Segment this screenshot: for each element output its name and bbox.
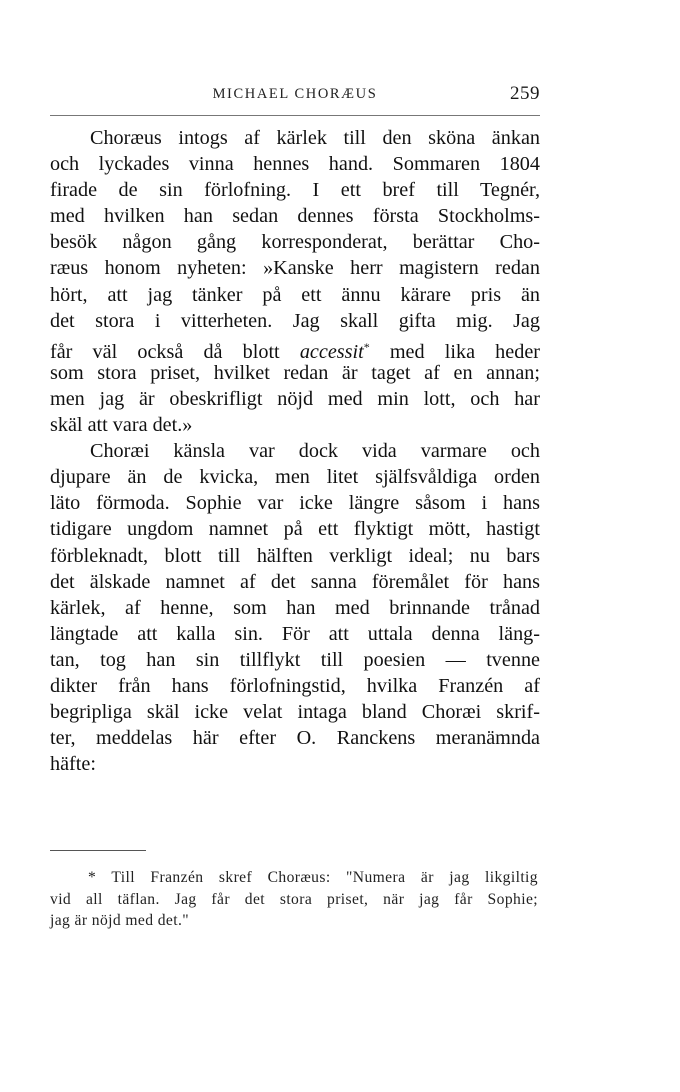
text-line: och lyckades vinna hennes hand. Sommaren 1804 bbox=[50, 153, 540, 176]
body-text bbox=[50, 125, 540, 777]
text-line: besök någon gång korresponderat, berättar Cho- bbox=[50, 231, 540, 254]
footnote-line: * Till Franzén skref Choræus: "Numera är jag likgiltig bbox=[88, 869, 538, 886]
text-line: firade de sin förlofning. I ett bref till Tegnér, bbox=[50, 179, 540, 202]
text-segment: med lika heder bbox=[389, 340, 540, 363]
text-line: djupare än de kvicka, men litet själfsvåldiga orden bbox=[50, 466, 540, 489]
text-line: men jag är obeskrifligt nöjd med min lott, och har bbox=[50, 387, 540, 410]
text-segment: får väl också då blott bbox=[50, 340, 280, 363]
text-line: begripliga skäl icke velat intaga bland Choræi skrif- bbox=[50, 701, 540, 724]
italic-word: accessit bbox=[299, 340, 364, 363]
text-line: hört, att jag tänker på ett ännu kärare pris än bbox=[50, 283, 540, 306]
text-line: ter, meddelas här efter O. Ranckens meranämnda bbox=[50, 727, 540, 750]
text-line: med hvilken han sedan dennes första Stockholms- bbox=[50, 205, 540, 228]
footnote-line: jag är nöjd med det." bbox=[50, 912, 190, 929]
text-line: läto förmoda. Sophie var icke längre såsom i hans bbox=[50, 492, 540, 515]
text-line: dikter från hans förlofningstid, hvilka Franzén af bbox=[50, 674, 540, 697]
text-line: kärlek, af henne, som han med brinnande trånad bbox=[50, 596, 540, 619]
running-title: MICHAEL CHORÆUS bbox=[212, 86, 378, 102]
header-rule bbox=[50, 115, 540, 116]
page-number: 259 bbox=[510, 83, 540, 104]
text-line-with-footnote bbox=[50, 334, 540, 363]
running-head bbox=[50, 84, 540, 108]
footnote-rule bbox=[50, 850, 146, 851]
text-line: längtade att kalla sin. För att uttala denna läng- bbox=[50, 622, 540, 645]
text-line: skäl att vara det.» bbox=[50, 414, 193, 437]
footnote-marker[interactable]: * bbox=[363, 339, 370, 354]
text-line: förbleknadt, blott till hälften verkligt ideal; nu bars bbox=[50, 544, 540, 567]
text-line: det stora i vitterheten. Jag skall gifta mig. Jag bbox=[50, 309, 540, 332]
text-line: det älskade namnet af det sanna föremålet för hans bbox=[50, 570, 540, 593]
text-line: tidigare ungdom namnet på ett flyktigt mött, hastigt bbox=[50, 518, 540, 541]
text-line: ræus honom nyheten: »Kanske herr magistern redan bbox=[50, 257, 540, 280]
footnote-line: vid all täflan. Jag får det stora priset, när jag får Sophie; bbox=[50, 890, 538, 908]
text-line: som stora priset, hvilket redan är taget af en annan; bbox=[50, 361, 540, 384]
text-line: Choræus intogs af kärlek till den sköna änkan bbox=[90, 127, 540, 149]
footnote bbox=[50, 867, 538, 932]
text-line: Choræi känsla var dock vida varmare och bbox=[90, 440, 540, 463]
text-line: tan, tog han sin tillflykt till poesien — tvenne bbox=[50, 648, 540, 671]
text-line: häfte: bbox=[50, 753, 96, 776]
